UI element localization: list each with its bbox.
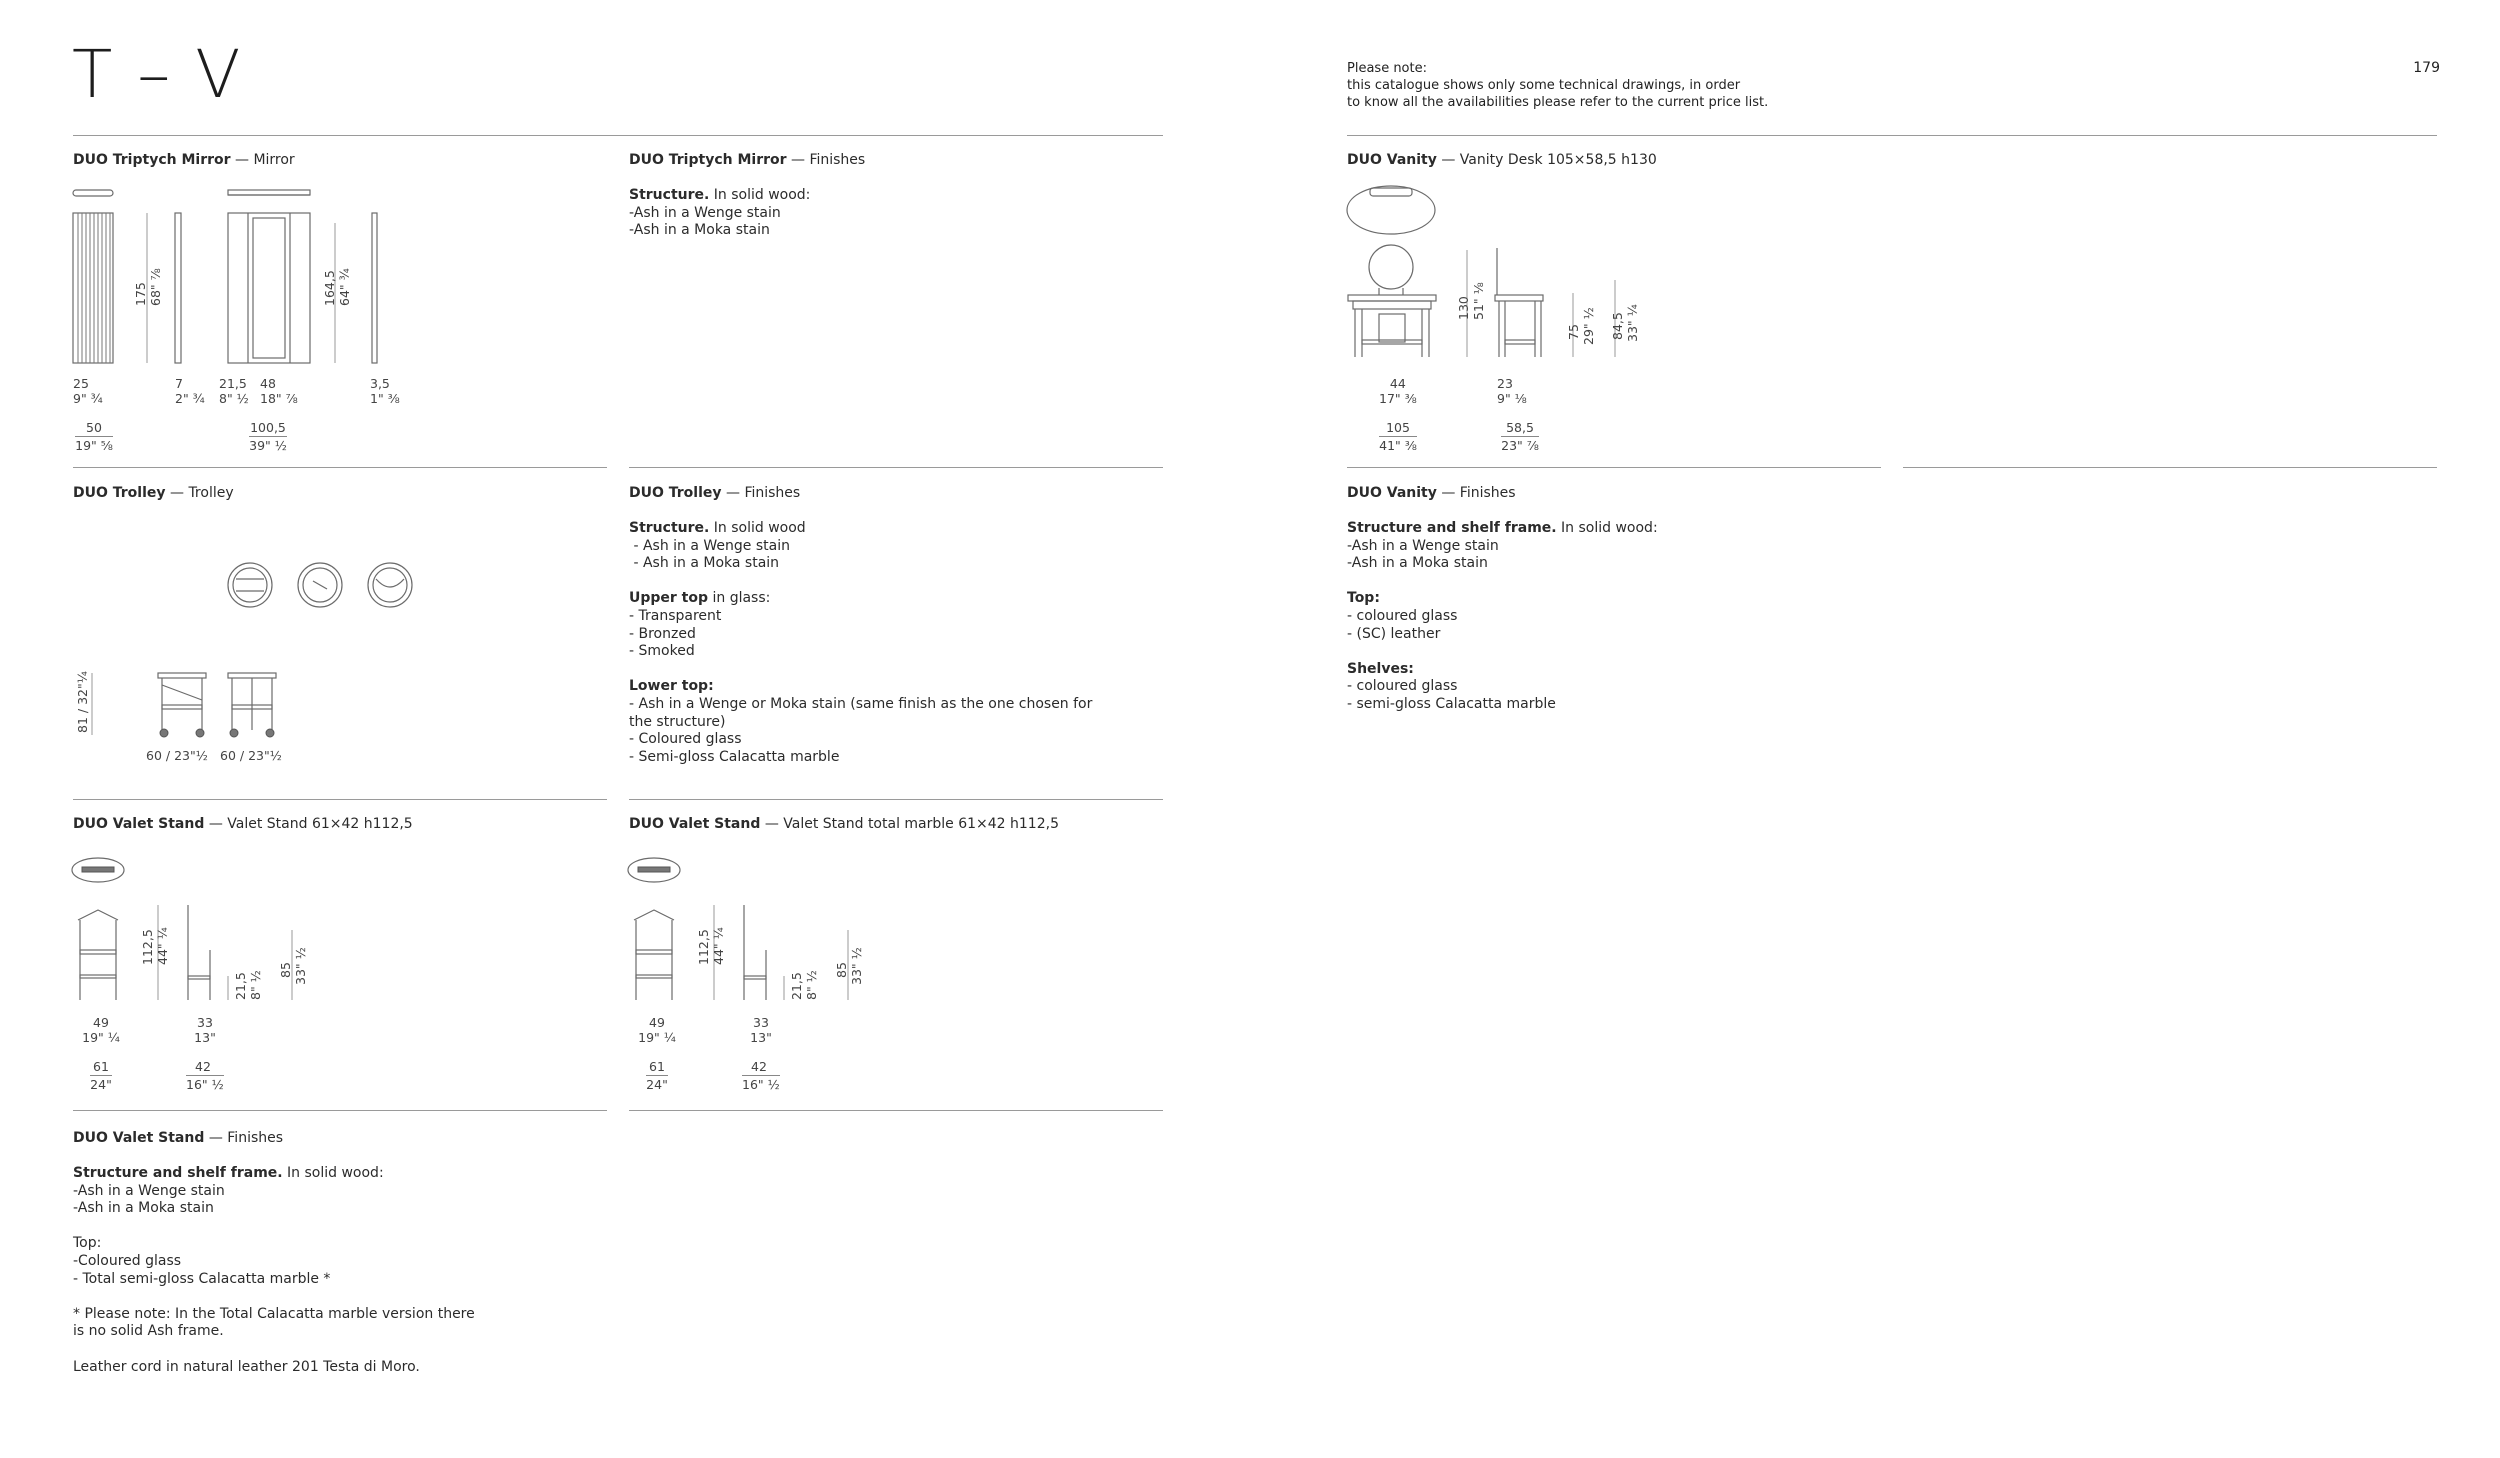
finish-line xyxy=(1347,573,1658,591)
finish-line: -Ash in a Moka stain xyxy=(1347,555,1488,572)
finish-line: Shelves: xyxy=(1347,660,1414,677)
dim-height: 112,5 xyxy=(696,929,711,965)
finish-line: Top: xyxy=(73,1235,102,1252)
finishes-text xyxy=(629,187,810,240)
dim-width: 61 24" xyxy=(646,1059,668,1092)
dim-width: 42 16" ½ xyxy=(186,1059,224,1092)
dim-height-inches: 64" ¾ xyxy=(337,268,352,306)
finish-line: - Ash in a Wenge stain xyxy=(629,537,790,554)
finish-line: - Ash in a Moka stain xyxy=(629,555,780,572)
finish-line: Lower top: xyxy=(629,678,714,695)
dim-height-inches: 8" ½ xyxy=(248,970,263,1000)
dim-width: 44 17" ⅜ xyxy=(1379,376,1417,406)
finish-line: - Ash in a Wenge or Moka stain (same finish as the one chosen for xyxy=(629,695,1093,712)
dim-height-inches: 33" ¼ xyxy=(1625,304,1640,342)
section-title-valet-stand: DUO Valet Stand — Valet Stand 61×42 h112,5 xyxy=(73,816,413,832)
dim-width: 21,5 8" ½ xyxy=(219,376,249,406)
dim-width: 60 / 23"½ xyxy=(146,748,208,763)
dim-width: 23 9" ⅛ xyxy=(1497,376,1527,406)
divider xyxy=(73,135,1163,136)
dim-height-inches: 33" ½ xyxy=(293,947,308,985)
section-title-valet-stand-marble: DUO Valet Stand — Valet Stand total marble 61×42 h112,5 xyxy=(629,816,1059,832)
finish-line: * Please note: In the Total Calacatta marble version there xyxy=(73,1305,475,1322)
dim-height: 75 xyxy=(1566,324,1581,340)
finish-line: Structure. In solid wood xyxy=(629,520,806,536)
dim-height: 164,5 xyxy=(322,270,337,306)
dim-height-inches: 33" ½ xyxy=(849,947,864,985)
finish-line xyxy=(73,1341,475,1359)
dim-height-inches: 44" ¼ xyxy=(711,927,726,965)
finish-line: Upper top in glass: xyxy=(629,590,771,607)
finish-line: - semi-gloss Calacatta marble xyxy=(1347,695,1556,712)
valet-stand-marble-drawing xyxy=(626,850,886,1010)
section-title-trolley-finishes: DUO Trolley — Finishes xyxy=(629,485,801,501)
dim-width: 60 / 23"½ xyxy=(220,748,282,763)
section-title-vanity-finishes: DUO Vanity — Finishes xyxy=(1347,485,1516,501)
finish-line: - coloured glass xyxy=(1347,678,1458,695)
finish-line: - Smoked xyxy=(629,643,695,660)
finish-line: -Ash in a Moka stain xyxy=(629,222,770,239)
finish-line xyxy=(629,573,1092,591)
finish-line: Structure. In solid wood: xyxy=(629,187,811,203)
divider xyxy=(73,467,607,468)
dim-width: 33 13" xyxy=(750,1015,772,1045)
dim-width: 105 41" ⅜ xyxy=(1379,420,1417,453)
finish-line: the structure) xyxy=(629,713,726,730)
finish-line: Structure and shelf frame. In solid wood: xyxy=(1347,520,1658,536)
finish-line: - Transparent xyxy=(629,607,722,624)
dim-height: 112,5 xyxy=(140,929,155,965)
section-title-vanity: DUO Vanity — Vanity Desk 105×58,5 h130 xyxy=(1347,152,1657,168)
finishes-text xyxy=(73,1165,475,1376)
dim-height: 81 / 32"¼ xyxy=(75,671,90,733)
dim-height: 84,5 xyxy=(1610,312,1625,340)
finish-line xyxy=(629,661,1092,679)
finish-line: Structure and shelf frame. In solid wood: xyxy=(73,1165,384,1181)
page-number: 179 xyxy=(2413,60,2440,76)
finish-line: - coloured glass xyxy=(1347,607,1458,624)
dim-width: 100,5 39" ½ xyxy=(249,420,287,453)
note-line: this catalogue shows only some technical drawings, in order xyxy=(1347,78,1741,93)
note-line: to know all the availabilities please refer to the current price list. xyxy=(1347,95,1769,110)
finish-line: - Semi-gloss Calacatta marble xyxy=(629,748,840,765)
vanity-drawing xyxy=(1345,180,1645,370)
note-line: Please note: xyxy=(1347,61,1427,76)
dim-width: 25 9" ¾ xyxy=(73,376,103,406)
dim-width: 3,5 1" ⅜ xyxy=(370,376,400,406)
section-title-trolley: DUO Trolley — Trolley xyxy=(73,485,234,501)
section-title-mirror: DUO Triptych Mirror — Mirror xyxy=(73,152,295,168)
divider xyxy=(1347,467,1881,468)
dim-height-inches: 29" ½ xyxy=(1581,307,1596,345)
divider xyxy=(629,1110,1163,1111)
finishes-text xyxy=(629,520,1092,766)
finish-line xyxy=(73,1218,475,1236)
finish-line: - (SC) leather xyxy=(1347,625,1441,642)
finish-line: -Ash in a Moka stain xyxy=(73,1200,214,1217)
finish-line: is no solid Ash frame. xyxy=(73,1323,224,1340)
dim-width: 33 13" xyxy=(194,1015,216,1045)
section-title-mirror-finishes: DUO Triptych Mirror — Finishes xyxy=(629,152,866,168)
divider xyxy=(629,467,1163,468)
finish-line: -Ash in a Wenge stain xyxy=(1347,537,1499,554)
dim-width: 58,5 23" ⅞ xyxy=(1501,420,1539,453)
dim-width: 49 19" ¼ xyxy=(638,1015,676,1045)
dim-width: 42 16" ½ xyxy=(742,1059,780,1092)
page-title: T – V xyxy=(72,36,243,113)
finish-line: Top: xyxy=(1347,590,1380,607)
finish-line xyxy=(1347,643,1658,661)
divider xyxy=(629,799,1163,800)
dim-width: 48 18" ⅞ xyxy=(260,376,298,406)
divider xyxy=(73,1110,607,1111)
dim-width: 61 24" xyxy=(90,1059,112,1092)
dim-height: 85 xyxy=(278,962,293,978)
valet-stand-drawing xyxy=(70,850,330,1010)
divider xyxy=(1903,467,2437,468)
dim-width: 49 19" ¼ xyxy=(82,1015,120,1045)
dim-height: 130 xyxy=(1456,296,1471,320)
finishes-text xyxy=(1347,520,1658,714)
finish-line: - Total semi-gloss Calacatta marble * xyxy=(73,1270,331,1287)
dim-height-inches: 51" ⅛ xyxy=(1471,282,1486,320)
catalogue-note xyxy=(1347,60,1768,111)
dim-height-inches: 44" ¼ xyxy=(155,927,170,965)
dim-height: 21,5 xyxy=(789,972,804,1000)
finish-line: -Ash in a Wenge stain xyxy=(73,1182,225,1199)
dim-width: 7 2" ¾ xyxy=(175,376,205,406)
finish-line: - Coloured glass xyxy=(629,731,742,748)
dim-width: 50 19" ⅝ xyxy=(75,420,113,453)
finish-line: -Ash in a Wenge stain xyxy=(629,204,781,221)
section-title-valet-finishes: DUO Valet Stand — Finishes xyxy=(73,1130,284,1146)
finish-line: -Coloured glass xyxy=(73,1252,182,1269)
trolley-drawing xyxy=(70,555,430,745)
divider xyxy=(1347,135,2437,136)
finish-line xyxy=(73,1288,475,1306)
finish-line: Leather cord in natural leather 201 Testa di Moro. xyxy=(73,1358,420,1375)
divider xyxy=(73,799,607,800)
finish-line: - Bronzed xyxy=(629,625,696,642)
dim-height: 85 xyxy=(834,962,849,978)
dim-height-inches: 8" ½ xyxy=(804,970,819,1000)
dim-height: 21,5 xyxy=(233,972,248,1000)
dim-height: 175 xyxy=(133,282,148,306)
dim-height-inches: 68" ⅞ xyxy=(148,268,163,306)
